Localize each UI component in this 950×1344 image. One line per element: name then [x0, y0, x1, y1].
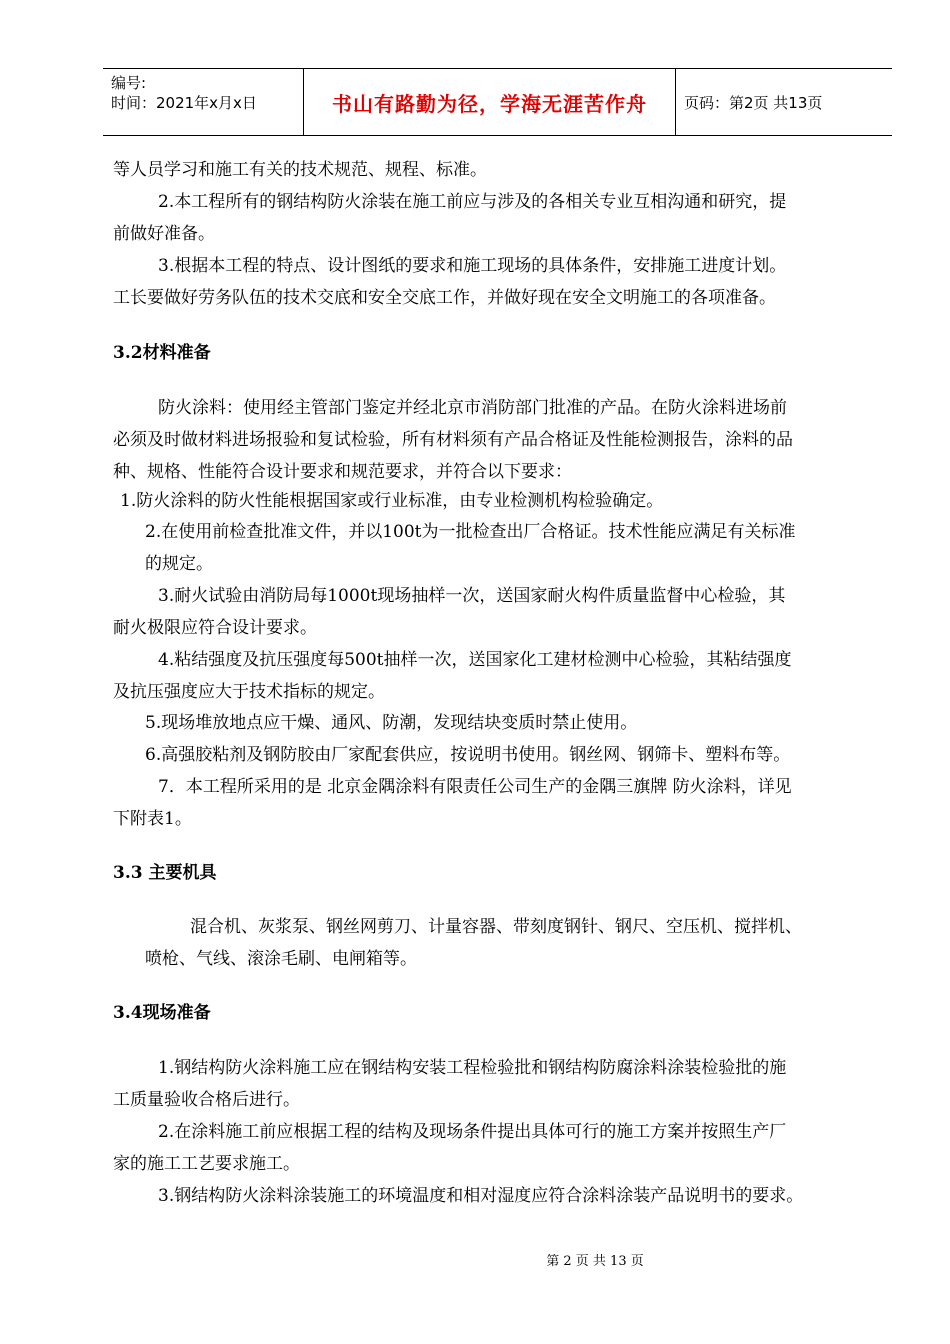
- paragraph: 种、规格、性能符合设计要求和规范要求，并符合以下要求：: [113, 462, 572, 482]
- paragraph: 3.钢结构防火涂料涂装施工的环境温度和相对湿度应符合涂料涂装产品说明书的要求。: [158, 1186, 804, 1206]
- paragraph: 6.高强胶粘剂及钢防胶由厂家配套供应，按说明书使用。钢丝网、钢筛卡、塑料布等。: [145, 745, 791, 765]
- paragraph: 前做好准备。: [113, 224, 215, 244]
- paragraph: 的规定。: [145, 554, 213, 574]
- paragraph: 1.钢结构防火涂料施工应在钢结构安装工程检验批和钢结构防腐涂料涂装检验批的施: [158, 1058, 787, 1078]
- paragraph: 家的施工工艺要求施工。: [113, 1154, 300, 1174]
- paragraph: 5.现场堆放地点应干燥、通风、防潮，发现结块变质时禁止使用。: [145, 713, 638, 733]
- paragraph: 耐火极限应符合设计要求。: [113, 618, 317, 638]
- paragraph: 2.在涂料施工前应根据工程的结构及现场条件提出具体可行的施工方案并按照生产厂: [158, 1122, 787, 1142]
- page-label: 页码：第2页 共13页: [684, 93, 823, 112]
- paragraph: 7．本工程所采用的是 北京金隅涂料有限责任公司生产的金隅三旗牌 防火涂料，详见: [158, 777, 792, 797]
- paragraph: 等人员学习和施工有关的技术规范、规程、标准。: [113, 160, 487, 180]
- paragraph: 1.防火涂料的防火性能根据国家或行业标准，由专业检测机构检验确定。: [120, 491, 664, 511]
- paragraph: 必须及时做材料进场报验和复试检验，所有材料须有产品合格证及性能检测报告，涂料的品: [113, 430, 793, 450]
- time-label: 时间：2021年x月x日: [111, 94, 257, 112]
- number-label: 编号:: [111, 74, 147, 92]
- paragraph: 3.耐火试验由消防局每1000t现场抽样一次，送国家耐火构件质量监督中心检验，其: [158, 586, 786, 606]
- header-motto-cell: [304, 69, 676, 135]
- paragraph: 4.粘结强度及抗压强度每500t抽样一次，送国家化工建材检测中心检验，其粘结强度: [158, 650, 792, 670]
- page-footer: [0, 1250, 950, 1269]
- paragraph: 工长要做好劳务队伍的技术交底和安全交底工作，并做好现在安全文明施工的各项准备。: [113, 288, 776, 308]
- paragraph: 3.根据本工程的特点、设计图纸的要求和施工现场的具体条件，安排施工进度计划。: [158, 256, 787, 276]
- header-table: [103, 68, 892, 136]
- section-heading: 3.3 主要机具: [113, 863, 217, 883]
- paragraph: 下附表1。: [113, 809, 192, 829]
- header-info-cell: [103, 69, 304, 135]
- section-heading: 3.4现场准备: [113, 1003, 211, 1023]
- paragraph: 及抗压强度应大于技术指标的规定。: [113, 682, 385, 702]
- paragraph: 2.本工程所有的钢结构防火涂装在施工前应与涉及的各相关专业互相沟通和研究，提: [158, 192, 787, 212]
- paragraph: 防火涂料：使用经主管部门鉴定并经北京市消防部门批准的产品。在防火涂料进场前: [158, 398, 787, 418]
- paragraph: 2.在使用前检查批准文件，并以100t为一批检查出厂合格证。技术性能应满足有关标准: [145, 522, 796, 542]
- section-heading: 3.2材料准备: [113, 343, 211, 363]
- paragraph: 喷枪、气线、滚涂毛刷、电闸箱等。: [145, 949, 417, 969]
- paragraph: 工质量验收合格后进行。: [113, 1090, 300, 1110]
- footer-page-number: 第 2 页 共 13 页: [546, 1254, 644, 1269]
- paragraph: 混合机、灰浆泵、钢丝网剪刀、计量容器、带刻度钢针、钢尺、空压机、搅拌机、: [190, 917, 802, 937]
- header-page-cell: [676, 69, 892, 135]
- motto: 书山有路勤为径，学海无涯苦作舟: [332, 91, 647, 116]
